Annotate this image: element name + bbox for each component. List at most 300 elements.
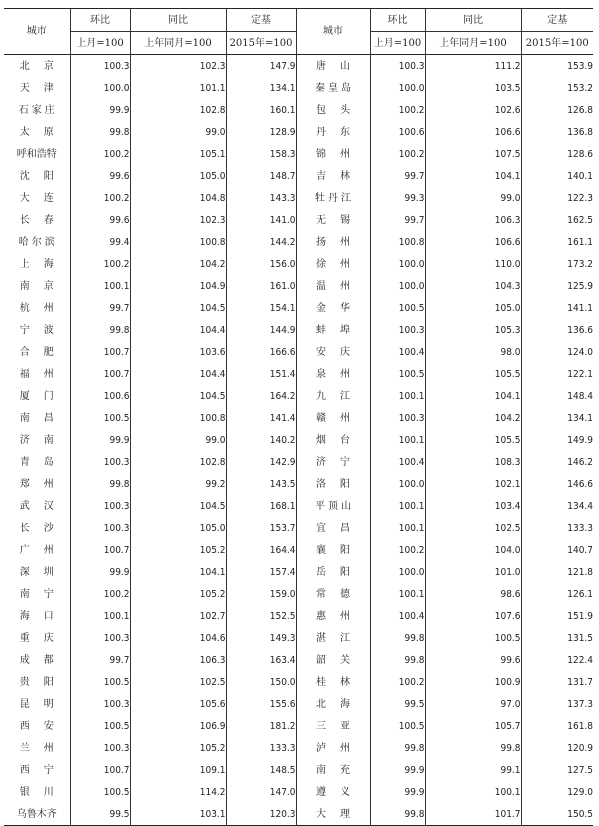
city-name <box>4 583 70 605</box>
base-value: 140.2 <box>226 429 296 451</box>
table-row <box>4 363 593 385</box>
base-value: 143.5 <box>226 473 296 495</box>
table-row <box>4 473 593 495</box>
mom-value: 100.1 <box>370 385 425 407</box>
base-value: 120.9 <box>521 737 593 759</box>
base-value: 168.1 <box>226 495 296 517</box>
mom-value: 99.3 <box>370 187 425 209</box>
table-row <box>4 253 593 275</box>
mom-value: 100.5 <box>370 715 425 737</box>
city-name <box>4 473 70 495</box>
yoy-value: 106.3 <box>425 209 521 231</box>
city-name <box>4 341 70 363</box>
city-label: 三亚 <box>316 720 364 732</box>
mom-value: 99.6 <box>70 209 130 231</box>
base-subheader-right: 2015年=100 <box>521 32 593 55</box>
city-header-left: 城市 <box>4 9 70 55</box>
base-value: 146.2 <box>521 451 593 473</box>
base-value: 136.8 <box>521 121 593 143</box>
mom-value: 100.5 <box>70 671 130 693</box>
yoy-value: 105.5 <box>425 429 521 451</box>
city-label: 烟台 <box>316 434 364 446</box>
yoy-value: 97.0 <box>425 693 521 715</box>
city-name <box>296 209 370 231</box>
base-value: 124.0 <box>521 341 593 363</box>
city-name <box>296 803 370 826</box>
city-name <box>4 759 70 781</box>
mom-value: 100.7 <box>70 363 130 385</box>
base-value: 147.0 <box>226 781 296 803</box>
table-row <box>4 143 593 165</box>
yoy-value: 104.2 <box>425 407 521 429</box>
mom-value: 100.1 <box>70 275 130 297</box>
base-value: 134.1 <box>521 407 593 429</box>
base-value: 166.6 <box>226 341 296 363</box>
yoy-value: 104.3 <box>425 275 521 297</box>
base-value: 151.4 <box>226 363 296 385</box>
base-value: 133.3 <box>226 737 296 759</box>
city-label: 武汉 <box>19 500 68 512</box>
city-name <box>4 231 70 253</box>
base-value: 146.6 <box>521 473 593 495</box>
city-name <box>296 363 370 385</box>
mom-value: 100.0 <box>70 77 130 99</box>
mom-value: 100.3 <box>70 693 130 715</box>
table-row <box>4 451 593 473</box>
city-label: 洛阳 <box>316 478 364 490</box>
table-row <box>4 99 593 121</box>
city-name <box>296 55 370 78</box>
city-label: 桂林 <box>316 676 364 688</box>
yoy-subheader-right: 上年同月=100 <box>425 32 521 55</box>
city-name <box>4 253 70 275</box>
base-value: 153.9 <box>521 55 593 78</box>
yoy-value: 105.2 <box>130 583 226 605</box>
city-label: 太原 <box>19 126 68 138</box>
mom-value: 100.1 <box>370 495 425 517</box>
yoy-value: 101.0 <box>425 561 521 583</box>
mom-value: 99.9 <box>370 759 425 781</box>
city-label: 襄阳 <box>316 544 364 556</box>
mom-value: 99.6 <box>70 165 130 187</box>
yoy-value: 103.5 <box>425 77 521 99</box>
yoy-header-right: 同比 <box>425 9 521 32</box>
city-name <box>4 77 70 99</box>
city-label: 湛江 <box>316 632 364 644</box>
yoy-value: 105.6 <box>130 693 226 715</box>
city-label: 吉林 <box>316 170 364 182</box>
city-label: 济宁 <box>316 456 364 468</box>
city-name <box>296 539 370 561</box>
base-value: 120.3 <box>226 803 296 826</box>
base-value: 134.4 <box>521 495 593 517</box>
base-value: 141.1 <box>521 297 593 319</box>
base-value: 173.2 <box>521 253 593 275</box>
base-value: 136.6 <box>521 319 593 341</box>
yoy-value: 114.2 <box>130 781 226 803</box>
city-name <box>4 143 70 165</box>
table-row <box>4 275 593 297</box>
base-value: 181.2 <box>226 715 296 737</box>
base-value: 163.4 <box>226 649 296 671</box>
mom-value: 100.0 <box>370 275 425 297</box>
yoy-value: 109.1 <box>130 759 226 781</box>
yoy-value: 99.0 <box>130 121 226 143</box>
city-label: 海口 <box>19 610 68 622</box>
mom-value: 99.8 <box>370 803 425 826</box>
city-name <box>296 781 370 803</box>
base-value: 142.9 <box>226 451 296 473</box>
base-value: 154.1 <box>226 297 296 319</box>
yoy-value: 105.5 <box>425 363 521 385</box>
base-value: 161.0 <box>226 275 296 297</box>
yoy-value: 103.6 <box>130 341 226 363</box>
yoy-value: 102.5 <box>425 517 521 539</box>
city-label: 长春 <box>19 214 68 226</box>
yoy-value: 105.3 <box>425 319 521 341</box>
city-name <box>296 341 370 363</box>
table-row <box>4 605 593 627</box>
city-label: 扬州 <box>316 236 364 248</box>
base-value: 141.0 <box>226 209 296 231</box>
mom-value: 100.6 <box>70 385 130 407</box>
base-value: 150.5 <box>521 803 593 826</box>
yoy-value: 104.6 <box>130 627 226 649</box>
table-row <box>4 187 593 209</box>
yoy-value: 106.6 <box>425 121 521 143</box>
mom-value: 100.3 <box>70 737 130 759</box>
city-label: 无锡 <box>316 214 364 226</box>
mom-value: 100.5 <box>70 407 130 429</box>
yoy-value: 99.2 <box>130 473 226 495</box>
table-row <box>4 297 593 319</box>
mom-value: 99.9 <box>70 429 130 451</box>
mom-value: 99.7 <box>370 165 425 187</box>
city-name <box>296 649 370 671</box>
city-label: 哈尔滨 <box>18 236 58 248</box>
yoy-header-left: 同比 <box>130 9 226 32</box>
mom-value: 100.3 <box>70 451 130 473</box>
mom-value: 100.5 <box>370 297 425 319</box>
table-row <box>4 561 593 583</box>
mom-value: 100.1 <box>370 517 425 539</box>
yoy-value: 106.3 <box>130 649 226 671</box>
city-name <box>296 737 370 759</box>
city-name <box>296 407 370 429</box>
city-name <box>296 583 370 605</box>
city-label: 岳阳 <box>316 566 364 578</box>
mom-value: 99.9 <box>70 99 130 121</box>
yoy-value: 99.1 <box>425 759 521 781</box>
base-value: 148.7 <box>226 165 296 187</box>
base-value: 122.3 <box>521 187 593 209</box>
base-value: 164.2 <box>226 385 296 407</box>
city-label: 大连 <box>19 192 68 204</box>
mom-value: 99.8 <box>370 627 425 649</box>
city-label: 兰州 <box>19 742 68 754</box>
yoy-value: 104.1 <box>425 385 521 407</box>
city-label: 赣州 <box>316 412 364 424</box>
city-name <box>4 407 70 429</box>
yoy-value: 104.5 <box>130 297 226 319</box>
city-name <box>4 605 70 627</box>
base-value: 152.5 <box>226 605 296 627</box>
city-label: 南京 <box>19 280 68 292</box>
yoy-value: 102.3 <box>130 55 226 78</box>
city-name <box>296 429 370 451</box>
yoy-value: 102.5 <box>130 671 226 693</box>
mom-value: 100.0 <box>370 473 425 495</box>
city-name <box>296 561 370 583</box>
city-name <box>296 627 370 649</box>
base-value: 121.8 <box>521 561 593 583</box>
yoy-value: 102.8 <box>130 99 226 121</box>
yoy-value: 105.0 <box>130 165 226 187</box>
table-row <box>4 385 593 407</box>
base-value: 129.0 <box>521 781 593 803</box>
base-value: 160.1 <box>226 99 296 121</box>
mom-value: 100.6 <box>370 121 425 143</box>
city-label: 福州 <box>19 368 68 380</box>
city-label: 锦州 <box>316 148 364 160</box>
city-name <box>296 385 370 407</box>
base-value: 144.9 <box>226 319 296 341</box>
yoy-value: 106.9 <box>130 715 226 737</box>
yoy-value: 99.0 <box>130 429 226 451</box>
table-row <box>4 319 593 341</box>
mom-value: 100.3 <box>70 627 130 649</box>
city-label: 宁波 <box>19 324 68 336</box>
table-row <box>4 693 593 715</box>
table-row <box>4 231 593 253</box>
yoy-value: 104.5 <box>130 385 226 407</box>
mom-header-left: 环比 <box>70 9 130 32</box>
city-label: 沈阳 <box>19 170 68 182</box>
city-name <box>4 715 70 737</box>
city-label: 南充 <box>316 764 364 776</box>
yoy-value: 99.8 <box>425 737 521 759</box>
mom-value: 100.7 <box>70 539 130 561</box>
city-label: 遵义 <box>316 786 364 798</box>
city-name <box>296 495 370 517</box>
mom-header-right: 环比 <box>370 9 425 32</box>
city-name <box>296 231 370 253</box>
city-label: 石家庄 <box>18 104 58 116</box>
city-label: 北海 <box>316 698 364 710</box>
base-value: 125.9 <box>521 275 593 297</box>
yoy-value: 104.1 <box>425 165 521 187</box>
table-row <box>4 407 593 429</box>
city-label: 天津 <box>19 82 68 94</box>
mom-value: 100.7 <box>70 341 130 363</box>
city-label: 济南 <box>19 434 68 446</box>
mom-value: 99.5 <box>70 803 130 826</box>
base-value: 140.1 <box>521 165 593 187</box>
city-label: 长沙 <box>19 522 68 534</box>
city-label: 九江 <box>316 390 364 402</box>
base-subheader-left: 2015年=100 <box>226 32 296 55</box>
yoy-value: 101.7 <box>425 803 521 826</box>
mom-value: 100.2 <box>370 671 425 693</box>
table-row <box>4 583 593 605</box>
city-name <box>296 759 370 781</box>
table-row <box>4 77 593 99</box>
city-label: 温州 <box>316 280 364 292</box>
city-label: 广州 <box>19 544 68 556</box>
city-name <box>4 363 70 385</box>
city-label: 乌鲁木齐 <box>16 808 57 820</box>
yoy-value: 102.8 <box>130 451 226 473</box>
yoy-value: 106.6 <box>425 231 521 253</box>
yoy-value: 103.1 <box>130 803 226 826</box>
mom-value: 100.0 <box>370 561 425 583</box>
base-value: 162.5 <box>521 209 593 231</box>
mom-value: 100.4 <box>370 451 425 473</box>
city-label: 杭州 <box>19 302 68 314</box>
city-name <box>296 671 370 693</box>
mom-value: 100.8 <box>370 231 425 253</box>
base-value: 141.4 <box>226 407 296 429</box>
yoy-value: 99.0 <box>425 187 521 209</box>
mom-value: 100.3 <box>70 495 130 517</box>
base-value: 156.0 <box>226 253 296 275</box>
yoy-value: 107.6 <box>425 605 521 627</box>
mom-subheader-right: 上月=100 <box>370 32 425 55</box>
mom-value: 100.0 <box>370 253 425 275</box>
mom-value: 100.2 <box>370 539 425 561</box>
city-label: 常德 <box>316 588 364 600</box>
yoy-value: 104.2 <box>130 253 226 275</box>
mom-value: 100.2 <box>370 99 425 121</box>
city-label: 金华 <box>316 302 364 314</box>
mom-value: 99.8 <box>70 473 130 495</box>
city-name <box>4 561 70 583</box>
yoy-value: 100.8 <box>130 231 226 253</box>
city-name <box>296 143 370 165</box>
yoy-value: 105.2 <box>130 539 226 561</box>
table-row <box>4 495 593 517</box>
city-label: 深圳 <box>19 566 68 578</box>
city-name <box>296 715 370 737</box>
city-name <box>4 539 70 561</box>
city-name <box>4 165 70 187</box>
city-name <box>4 55 70 78</box>
yoy-value: 104.1 <box>130 561 226 583</box>
base-value: 161.1 <box>521 231 593 253</box>
yoy-value: 99.6 <box>425 649 521 671</box>
city-name <box>4 803 70 826</box>
mom-value: 100.7 <box>70 759 130 781</box>
base-value: 149.3 <box>226 627 296 649</box>
base-value: 161.8 <box>521 715 593 737</box>
base-value: 149.9 <box>521 429 593 451</box>
mom-value: 100.2 <box>70 583 130 605</box>
base-value: 158.3 <box>226 143 296 165</box>
mom-value: 100.1 <box>370 583 425 605</box>
mom-value: 99.7 <box>70 649 130 671</box>
city-name <box>296 275 370 297</box>
table-row <box>4 671 593 693</box>
mom-value: 100.4 <box>370 341 425 363</box>
table-row <box>4 759 593 781</box>
city-name <box>4 385 70 407</box>
city-name <box>4 649 70 671</box>
city-name <box>4 429 70 451</box>
yoy-value: 104.9 <box>130 275 226 297</box>
city-label: 泸州 <box>316 742 364 754</box>
yoy-value: 100.8 <box>130 407 226 429</box>
base-value: 164.4 <box>226 539 296 561</box>
table-row <box>4 781 593 803</box>
city-label: 秦皇岛 <box>315 82 354 94</box>
mom-value: 100.5 <box>370 363 425 385</box>
city-label: 徐州 <box>316 258 364 270</box>
yoy-value: 102.3 <box>130 209 226 231</box>
city-label: 上海 <box>19 258 68 270</box>
mom-value: 99.8 <box>370 737 425 759</box>
base-value: 122.4 <box>521 649 593 671</box>
base-value: 127.5 <box>521 759 593 781</box>
yoy-value: 104.8 <box>130 187 226 209</box>
city-label: 泉州 <box>316 368 364 380</box>
mom-subheader-left: 上月=100 <box>70 32 130 55</box>
mom-value: 100.2 <box>70 187 130 209</box>
city-label: 牡丹江 <box>315 192 354 204</box>
base-value: 144.2 <box>226 231 296 253</box>
city-label: 惠州 <box>316 610 364 622</box>
city-name <box>4 671 70 693</box>
mom-value: 100.2 <box>70 253 130 275</box>
mom-value: 99.8 <box>370 649 425 671</box>
base-value: 159.0 <box>226 583 296 605</box>
base-value: 148.5 <box>226 759 296 781</box>
base-header-right: 定基 <box>521 9 593 32</box>
city-label: 重庆 <box>19 632 68 644</box>
city-name <box>4 319 70 341</box>
city-name <box>296 99 370 121</box>
base-value: 157.4 <box>226 561 296 583</box>
city-label: 安庆 <box>316 346 364 358</box>
base-value: 148.4 <box>521 385 593 407</box>
base-value: 147.9 <box>226 55 296 78</box>
yoy-value: 104.0 <box>425 539 521 561</box>
base-value: 134.1 <box>226 77 296 99</box>
city-name <box>4 275 70 297</box>
base-value: 131.7 <box>521 671 593 693</box>
city-label: 唐山 <box>316 60 364 72</box>
city-label: 合肥 <box>19 346 68 358</box>
table-row <box>4 55 593 78</box>
yoy-value: 108.3 <box>425 451 521 473</box>
city-name <box>4 121 70 143</box>
table-row <box>4 539 593 561</box>
yoy-value: 100.5 <box>425 627 521 649</box>
yoy-value: 100.9 <box>425 671 521 693</box>
table-row <box>4 737 593 759</box>
city-label: 西安 <box>19 720 68 732</box>
city-name <box>296 165 370 187</box>
mom-value: 100.2 <box>70 143 130 165</box>
city-name <box>4 297 70 319</box>
mom-value: 100.5 <box>70 781 130 803</box>
city-label: 青岛 <box>19 456 68 468</box>
yoy-value: 102.6 <box>425 99 521 121</box>
yoy-value: 105.0 <box>130 517 226 539</box>
mom-value: 100.3 <box>70 55 130 78</box>
city-label: 宜昌 <box>316 522 364 534</box>
table-row <box>4 429 593 451</box>
city-label: 北京 <box>19 60 68 72</box>
